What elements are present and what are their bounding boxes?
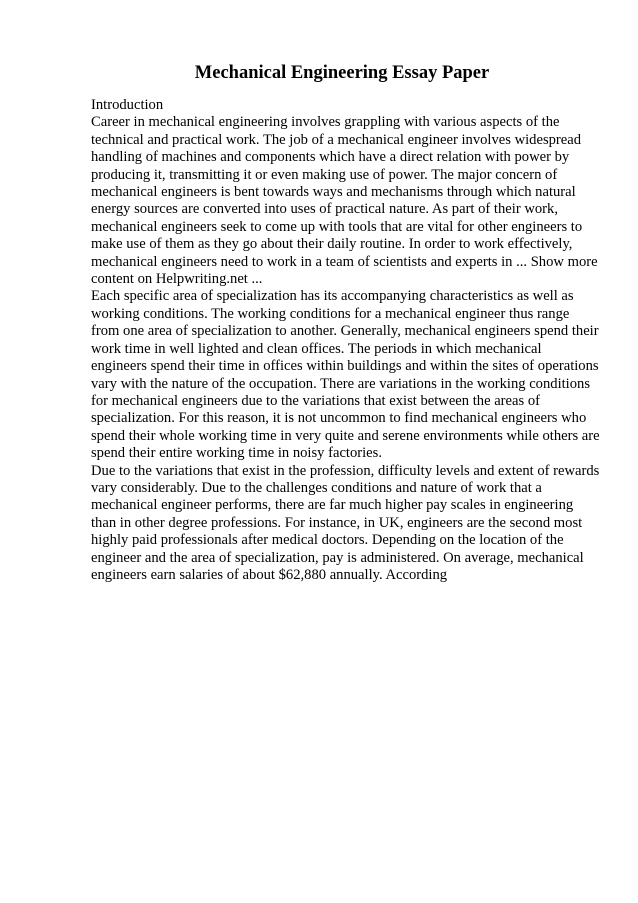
page-title: Mechanical Engineering Essay Paper (194, 63, 490, 83)
document-body (91, 97, 601, 584)
paragraph-working-conditions: Each specific area of specialization has its accompanying characteristics as well as working conditions. The working conditions for a mechanical engineer thus range from one area of specialization to another. Generally, mechanical engineers spend their work time in well lighted and clean offices. The periods in which mechanical engineers spend their time in offices within buildings and within the sites of operations vary with the nature of the occupation. There are variations in the working conditions for mechanical engineers due to the variations that exist between the areas of specialization. For this reason, it is not uncommon to find mechanical engineers who spend their whole working time in very quite and serene environments while others are spend their entire working time in noisy factories. (91, 288, 600, 462)
paragraph-pay-and-rewards: Due to the variations that exist in the profession, difficulty levels and extent of rewards vary considerably. Due to the challenges conditions and nature of work that a mechanical engineer performs, there are far much higher pay scales in engineering than in other degree professions. For instance, in UK, engineers are the second most highly paid professionals after medical doctors. Depending on the location of the engineer and the area of specialization, pay is administered. On average, mechanical engineers earn salaries of about $62,880 annually. According (91, 462, 600, 583)
section-heading-introduction: Introduction (91, 97, 164, 113)
paragraph-career-overview: Career in mechanical engineering involves grappling with various aspects of the technical and practical work. The job of a mechanical engineer involves widespread handling of machines and components which have a direct relation with power by producing it, transmitting it or even making use of power. The major concern of mechanical engineers is bent towards ways and mechanisms through which natural energy sources are converted into uses of practical nature. As part of their work, mechanical engineers seek to come up with tools that are vital for other engineers to make use of them as they go about their daily routine. In order to work effectively, mechanical engineers need to work in a team of scientists and experts in ... Show more content on Helpwriting.net ... (91, 114, 598, 288)
